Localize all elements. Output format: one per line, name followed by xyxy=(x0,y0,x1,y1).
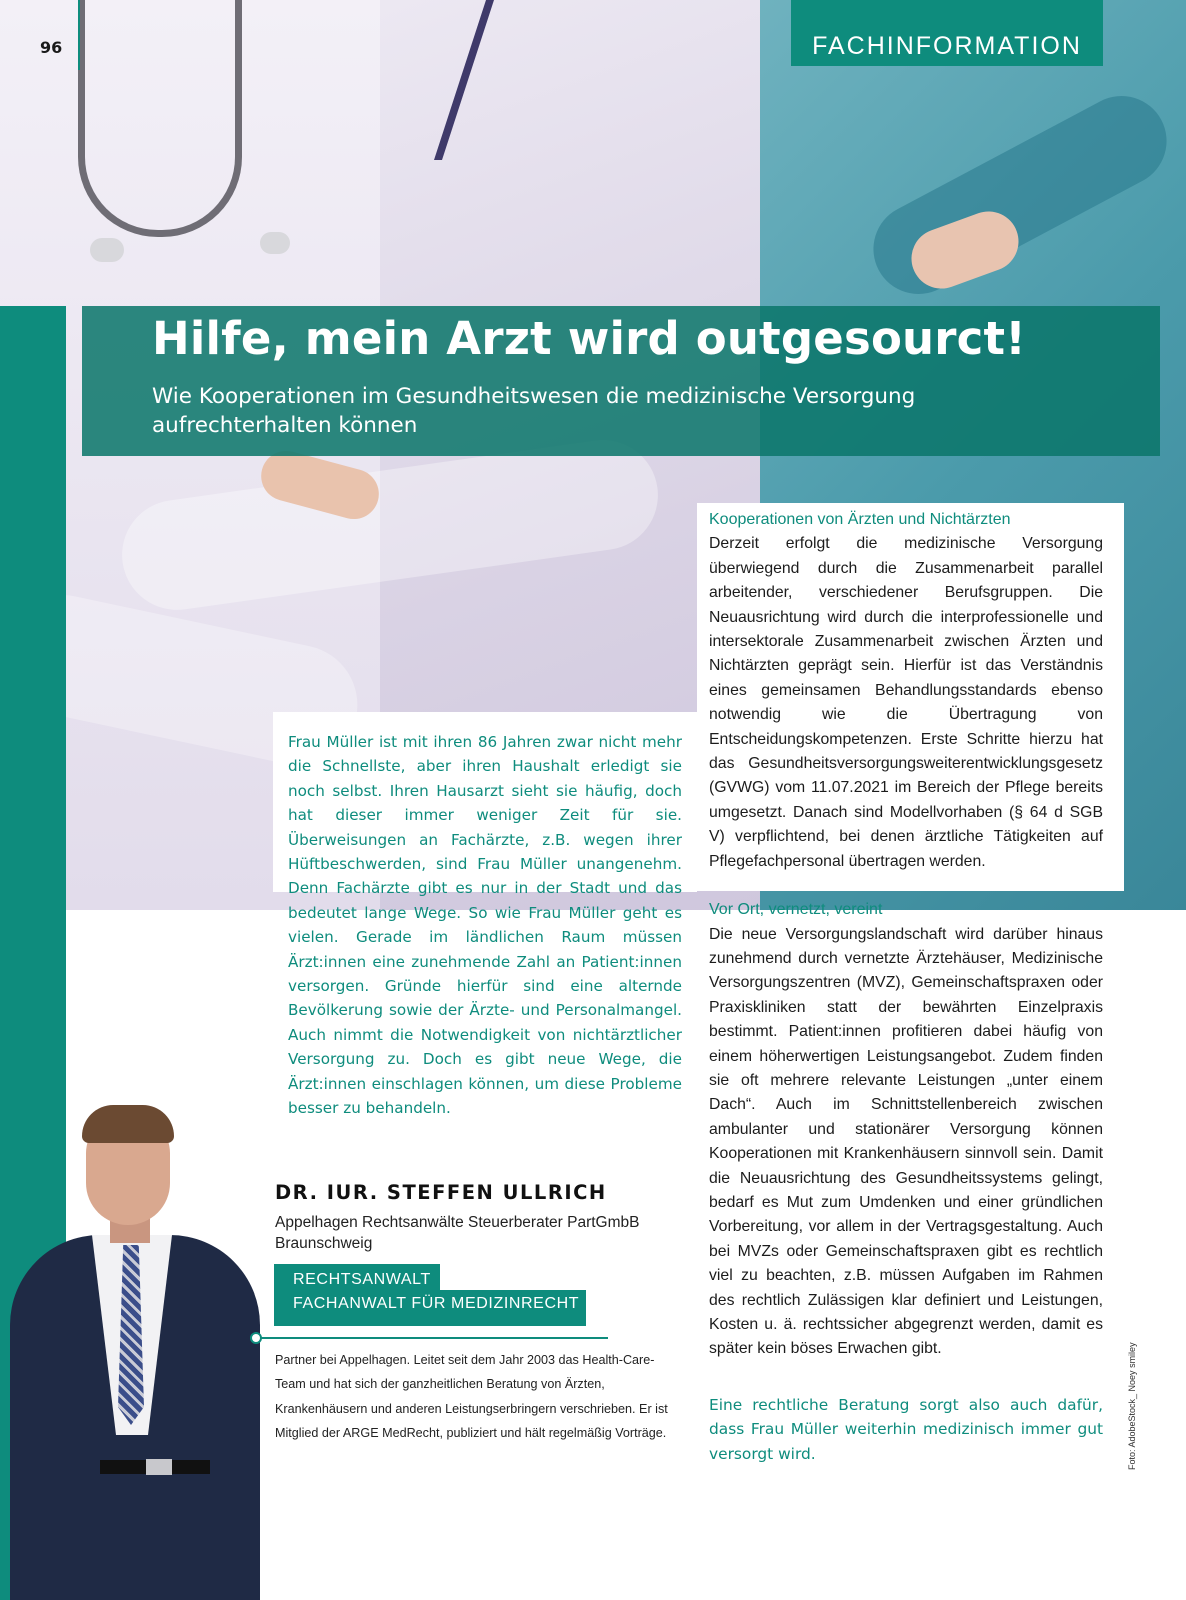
article-title: Hilfe, mein Arzt wird outgesourct! xyxy=(152,312,1026,365)
section-heading: Vor Ort, vernetzt, vereint xyxy=(709,901,883,919)
author-name: DR. IUR. STEFFEN ULLRICH xyxy=(275,1181,607,1204)
divider-dot-icon xyxy=(250,1332,262,1344)
stethoscope-illustration xyxy=(78,0,242,237)
photo-credit xyxy=(1127,1332,1139,1474)
section-body: Derzeit erfolgt die medizinische Versorgung überwiegend durch die Zusammenarbeit parallel arbeitender, verschiedener Berufsgruppen. Die Neuausrichtung wird durch die interprofessionelle und intersektorale Zusammenarbeit zwischen Ärzten und Nichtärzten geprägt sein. Hierfür ist das Verständnis eines gemeinsamen Behandlungsstandards ebenso notwendig wie die Übertragung von Entscheidungskompetenzen. Erste Schritte hierzu hat das Gesundheitsversorgungsweiterentwicklungsgesetz (GVWG) vom 11.07.2021 im Bereich der Pflege bereits umgesetzt. Danach sind Modellvorhaben (§ 64 d SGB V) verpflichtend, bei denen ärztliche Tätigkeiten auf Pflegefachpersonal übertragen werden. xyxy=(709,535,1103,870)
author-divider xyxy=(260,1337,608,1339)
article-intro: Frau Müller ist mit ihren 86 Jahren zwar nicht mehr die Schnellste, aber ihren Haushalt erledigt sie noch selbst. Ihren Hausarzt sieht sie häufig, doch hat dieser immer weniger Zeit für sie. Überweisungen an Fachärzte, z.B. wegen ihrer Hüftbeschwerden, sind Frau Müller unangenehm. Denn Fachärzte gibt es nur in der Stadt und das bedeutet lange Wege. So wie Frau Müller geht es vielen. Gerade im ländlichen Raum müssen Ärzt:innen eine zunehmende Zahl an Patient:innen versorgen. Gründe hierfür sind eine alternde Bevölkerung sowie der Ärzte- und Personalmangel. Auch nimmt die Notwendigkeit von nichtärztlicher Versorgung zu. Doch es gibt neue Wege, die Ärzt:innen einschlagen können, um diese Probleme besser zu behandeln. xyxy=(288,733,682,1118)
author-bio: Partner bei Appelhagen. Leitet seit dem Jahr 2003 das Health-Care-Team und hat sich der ganzheitlichen Beratung von Ärzten, Krankenhäusern und anderen Leistungserbringern verschrieben. Er ist Mitglied der ARGE MedRecht, publiziert und hält regelmäßig Vorträge. xyxy=(275,1353,668,1441)
photo-credit-text: Foto: AdobeStock_ Noey smiley xyxy=(1127,1342,1137,1470)
author-portrait xyxy=(0,1095,270,1600)
author-firm: Appelhagen Rechtsanwälte Steuerberater PartGmbB xyxy=(275,1214,640,1231)
section-rubric: FACHINFORMATION xyxy=(791,0,1103,66)
right-column xyxy=(709,508,1103,1362)
author-title-1: RECHTSANWALT xyxy=(293,1271,431,1288)
page-number: 96 xyxy=(40,38,63,57)
author-title-2: FACHANWALT FÜR MEDIZINRECHT xyxy=(293,1295,580,1312)
section-heading: Kooperationen von Ärzten und Nichtärzten xyxy=(709,511,1011,528)
author-city: Braunschweig xyxy=(275,1235,373,1252)
article-subtitle: Wie Kooperationen im Gesundheitswesen die medizinische Versorgung aufrechterhalten können xyxy=(152,384,916,438)
section-body: Die neue Versorgungslandschaft wird darüber hinaus zunehmend durch vernetzte Ärztehäuser, Medizinische Versorgungszentren (MVZ), Gemeinschaftspraxen oder Praxiskliniken statt der bewährten Einzelpraxis bestimmt. Patient:innen profitieren dabei häufig von einem höherwertigen Leistungsangebot. Zudem finden sie oft mehrere relevante Leistungen „unter einem Dach“. Auch im Schnittstellenbereich zwischen ambulanter und stationärer Versorgung können Kooperationen mit Krankenhäusern sinnvoll sein. Damit die Neuausrichtung des Gesundheitssystems gelingt, bedarf es Mut zum Umdenken und einer gründlichen Vorbereitung, vor allem in der Vertragsgestaltung. Auch bei MVZs oder Gemeinschaftspraxen gibt es rechtlich viel zu beachten, z.B. müssen Aufgaben im Rahmen des rechtlich Zulässigen klar definiert und Leistungen, Kosten u. ä. rechtssicher abgegrenzt werden, damit es später kein böses Erwachen gibt. xyxy=(709,925,1103,1358)
page-number-rule xyxy=(78,0,80,70)
article-conclusion: Eine rechtliche Beratung sorgt also auch dafür, dass Frau Müller weiterhin medizinisch immer gut versorgt wird. xyxy=(709,1396,1103,1463)
